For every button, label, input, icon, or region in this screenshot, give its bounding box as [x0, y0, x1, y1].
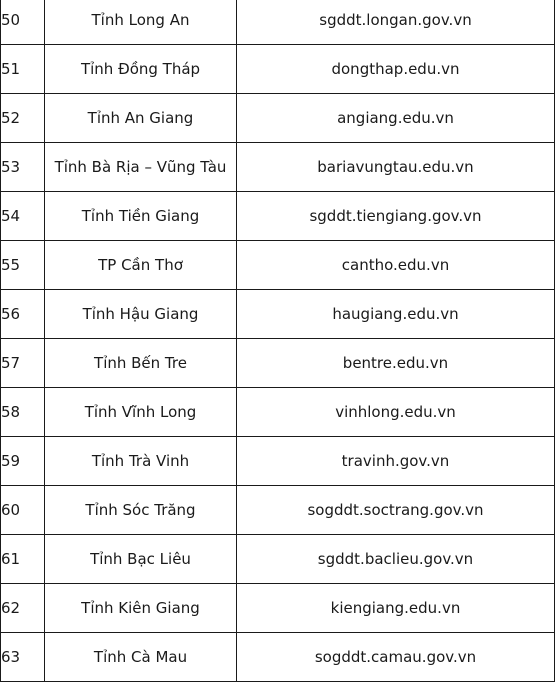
table-row	[1, 633, 555, 682]
row-number: 59	[1, 437, 45, 486]
website-url: vinhlong.edu.vn	[237, 388, 555, 437]
website-url: dongthap.edu.vn	[237, 45, 555, 94]
table-row	[1, 535, 555, 584]
province-name: Tỉnh Cà Mau	[45, 633, 237, 682]
row-number: 57	[1, 339, 45, 388]
website-url: bentre.edu.vn	[237, 339, 555, 388]
table-row	[1, 143, 555, 192]
website-url: bariavungtau.edu.vn	[237, 143, 555, 192]
table-row	[1, 339, 555, 388]
row-number: 53	[1, 143, 45, 192]
table-row	[1, 0, 555, 45]
province-name: Tỉnh Vĩnh Long	[45, 388, 237, 437]
province-name: TP Cần Thơ	[45, 241, 237, 290]
row-number: 61	[1, 535, 45, 584]
table-row	[1, 290, 555, 339]
row-number: 55	[1, 241, 45, 290]
table-row	[1, 241, 555, 290]
province-name: Tỉnh Tiền Giang	[45, 192, 237, 241]
website-url: sgddt.longan.gov.vn	[237, 0, 555, 45]
table-row	[1, 45, 555, 94]
province-name: Tỉnh Trà Vinh	[45, 437, 237, 486]
province-name: Tỉnh Bà Rịa – Vũng Tàu	[45, 143, 237, 192]
row-number: 60	[1, 486, 45, 535]
province-name: Tỉnh Kiên Giang	[45, 584, 237, 633]
website-url: sogddt.soctrang.gov.vn	[237, 486, 555, 535]
province-name: Tỉnh Long An	[45, 0, 237, 45]
row-number: 50	[1, 0, 45, 45]
website-url: kiengiang.edu.vn	[237, 584, 555, 633]
province-name: Tỉnh Bạc Liêu	[45, 535, 237, 584]
website-url: cantho.edu.vn	[237, 241, 555, 290]
row-number: 58	[1, 388, 45, 437]
table-row	[1, 486, 555, 535]
table-row	[1, 192, 555, 241]
website-url: haugiang.edu.vn	[237, 290, 555, 339]
row-number: 56	[1, 290, 45, 339]
table-body	[1, 0, 555, 682]
province-name: Tỉnh Sóc Trăng	[45, 486, 237, 535]
row-number: 51	[1, 45, 45, 94]
table-row	[1, 388, 555, 437]
province-name: Tỉnh Đồng Tháp	[45, 45, 237, 94]
row-number: 54	[1, 192, 45, 241]
row-number: 63	[1, 633, 45, 682]
table-row	[1, 584, 555, 633]
province-name: Tỉnh Bến Tre	[45, 339, 237, 388]
website-url: angiang.edu.vn	[237, 94, 555, 143]
website-url: sgddt.baclieu.gov.vn	[237, 535, 555, 584]
website-url: sogddt.camau.gov.vn	[237, 633, 555, 682]
website-url: travinh.gov.vn	[237, 437, 555, 486]
row-number: 62	[1, 584, 45, 633]
table-row	[1, 94, 555, 143]
row-number: 52	[1, 94, 45, 143]
table-row	[1, 437, 555, 486]
province-name: Tỉnh Hậu Giang	[45, 290, 237, 339]
website-url: sgddt.tiengiang.gov.vn	[237, 192, 555, 241]
province-name: Tỉnh An Giang	[45, 94, 237, 143]
